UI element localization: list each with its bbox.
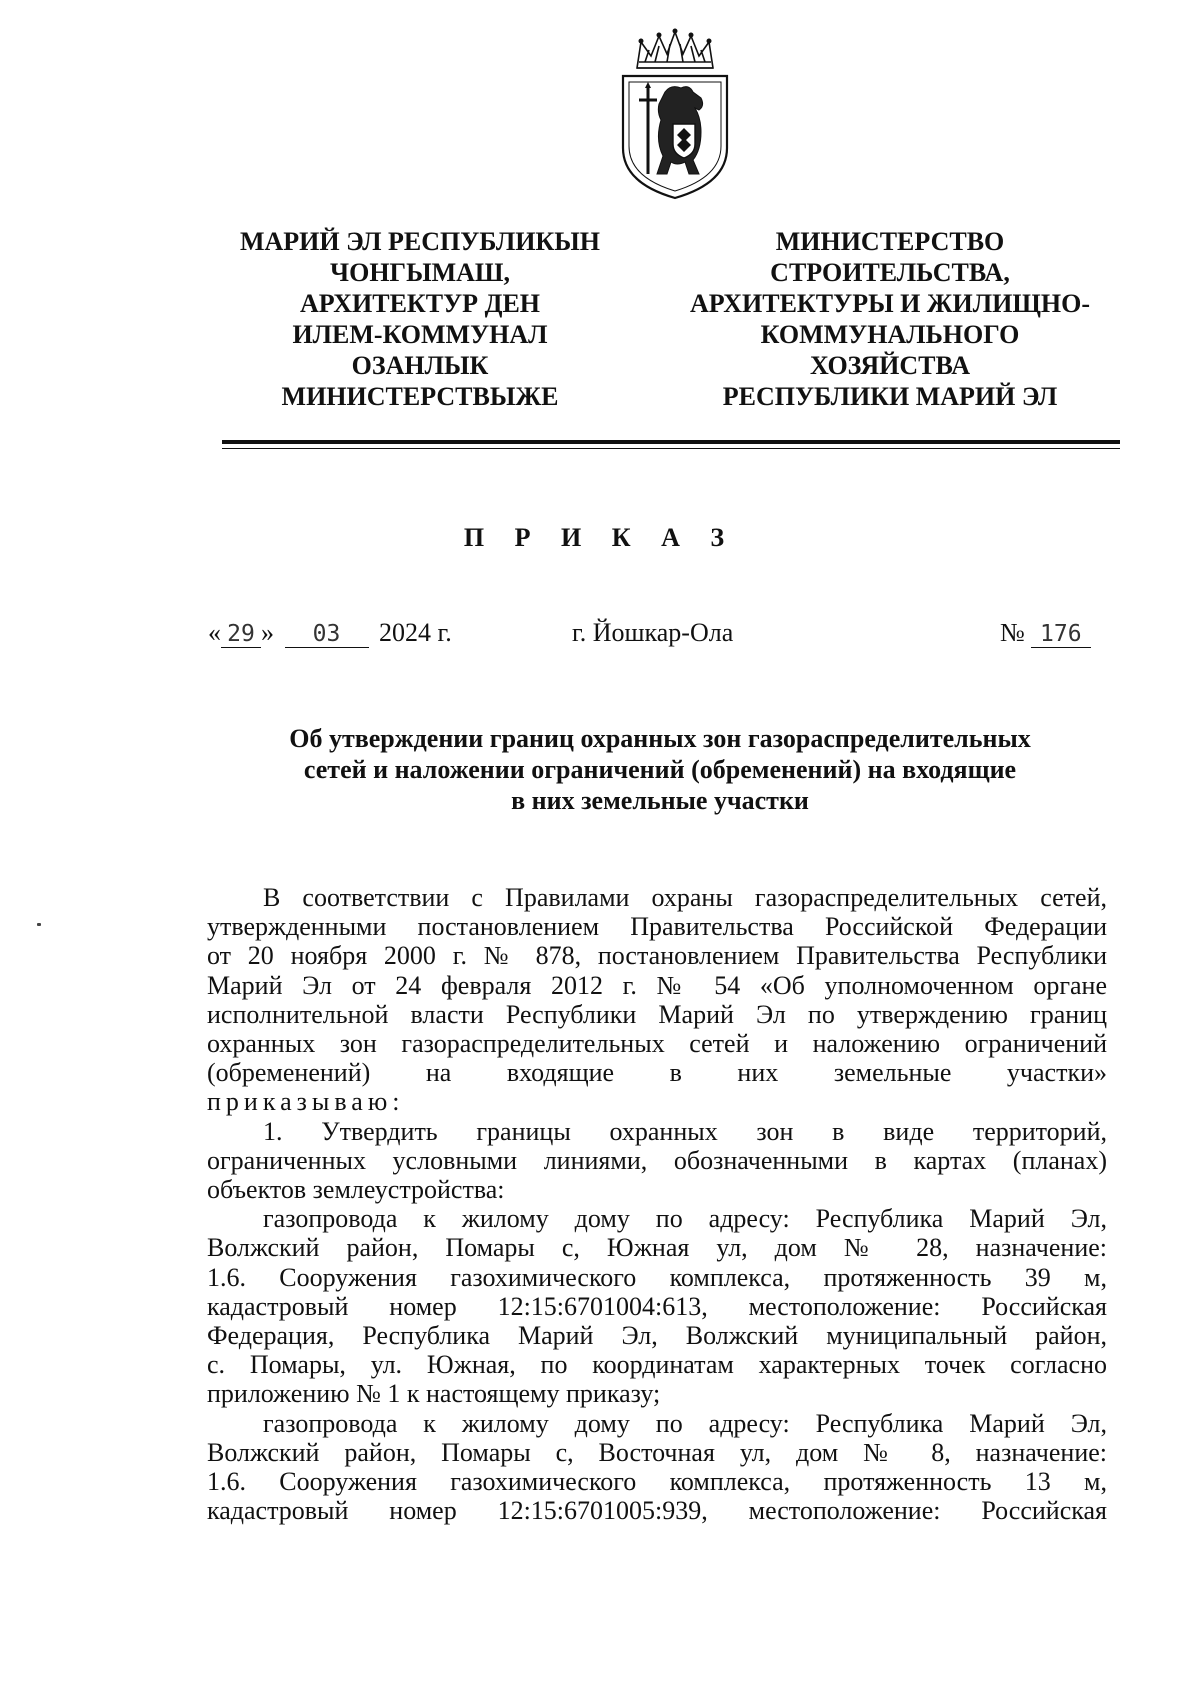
header-line: КОММУНАЛЬНОГО: [760, 320, 1020, 349]
body-line: Федерация, Республика Марий Эл, Волжский муниципальный район,: [207, 1321, 1107, 1351]
body-line: исполнительной власти Республики Марий Эл по утверждению границ: [207, 999, 1107, 1029]
date-day-handwritten: 29: [221, 621, 261, 648]
scan-speck: [37, 923, 41, 926]
preamble-paragraph: [207, 883, 1107, 1087]
gas-pipeline-paragraph-2: [207, 1409, 1107, 1526]
body-line: утвержденными постановлением Правительства Российской Федерации: [207, 912, 1107, 942]
header-line: МИНИСТЕРСТВО: [775, 227, 1005, 256]
ministry-name-russian: [650, 226, 1130, 412]
item-1-paragraph: [207, 1117, 1107, 1205]
order-word: приказываю:: [207, 1087, 405, 1117]
body-line: Марий Эл от 24 февраля 2012 г. № 54 «Об уполномоченном органе: [207, 970, 1107, 1000]
document-body: [207, 883, 1107, 1525]
body-line: газопровода к жилому дому по адресу: Республика Марий Эл,: [263, 1408, 1107, 1438]
coat-of-arms-icon: [615, 28, 735, 203]
header-line: РЕСПУБЛИКИ МАРИЙ ЭЛ: [722, 382, 1058, 411]
body-line: газопровода к жилому дому по адресу: Республика Марий Эл,: [263, 1204, 1107, 1234]
ministry-name-mari: [190, 226, 650, 412]
body-line: ограниченных условными линиями, обозначенными в картах (планах): [207, 1145, 1107, 1175]
document-city: г. Йошкар-Ола: [572, 618, 734, 647]
header-line: ЧОНГЫМАШ,: [330, 258, 510, 287]
body-line: кадастровый номер 12:15:6701005:939, местоположение: Российская: [207, 1496, 1107, 1526]
header-line: ХОЗЯЙСТВА: [809, 351, 970, 380]
number-label: №: [1000, 618, 1025, 647]
header-line: ИЛЕМ-КОММУНАЛ: [292, 320, 548, 349]
header-divider-thick: [222, 440, 1120, 444]
body-line: Волжский район, Помары с, Восточная ул, дом № 8, назначение:: [207, 1437, 1107, 1467]
body-line: от 20 ноября 2000 г. № 878, постановлением Правительства Республики: [207, 941, 1107, 971]
body-line: (обременений) на входящие в них земельные участки»: [207, 1058, 1107, 1088]
body-line: В соответствии с Правилами охраны газораспределительных сетей,: [263, 883, 1107, 912]
subject-line: в них земельные участки: [511, 786, 809, 815]
date-close-quote: »: [261, 618, 274, 647]
header-line: СТРОИТЕЛЬСТВА,: [770, 258, 1010, 287]
number-handwritten: 176: [1031, 621, 1091, 648]
subject-line: сетей и наложении ограничений (обременений) на входящие: [303, 755, 1017, 784]
body-line: 1.6. Сооружения газохимического комплекса, протяженность 13 м,: [207, 1467, 1107, 1497]
date-open-quote: «: [208, 618, 221, 647]
body-line: кадастровый номер 12:15:6701004:613, местоположение: Российская: [207, 1291, 1107, 1321]
body-line: с. Помары, ул. Южная, по координатам характерных точек согласно: [207, 1350, 1107, 1380]
header-line: АРХИТЕКТУР ДЕН: [299, 289, 541, 318]
subject-line: Об утверждении границ охранных зон газораспределительных: [289, 724, 1031, 753]
header-line: МАРИЙ ЭЛ РЕСПУБЛИКЫН: [239, 227, 601, 256]
header-line: МИНИСТЕРСТВЫЖЕ: [281, 382, 559, 411]
header-line: ОЗАНЛЫК: [351, 351, 489, 380]
body-line: 1.6. Сооружения газохимического комплекса, протяженность 39 м,: [207, 1262, 1107, 1292]
header-divider-thin: [222, 448, 1120, 449]
document-date: [208, 618, 452, 648]
body-line: объектов землеустройства:: [207, 1175, 505, 1205]
document-title: П Р И К А З: [463, 523, 737, 552]
gas-pipeline-paragraph-1: [207, 1204, 1107, 1408]
body-line: Волжский район, Помары с, Южная ул, дом № 28, назначение:: [207, 1233, 1107, 1263]
body-line: приложению № 1 к настоящему приказу;: [207, 1379, 661, 1409]
document-subject: [200, 723, 1120, 816]
document-number: [1000, 618, 1091, 648]
body-line: охранных зон газораспределительных сетей и наложению ограничений: [207, 1029, 1107, 1059]
date-month-handwritten: 03: [285, 621, 369, 648]
header-line: АРХИТЕКТУРЫ И ЖИЛИЩНО-: [689, 289, 1091, 318]
body-line: 1. Утвердить границы охранных зон в виде территорий,: [263, 1116, 1107, 1146]
date-year: 2024 г.: [379, 618, 452, 647]
